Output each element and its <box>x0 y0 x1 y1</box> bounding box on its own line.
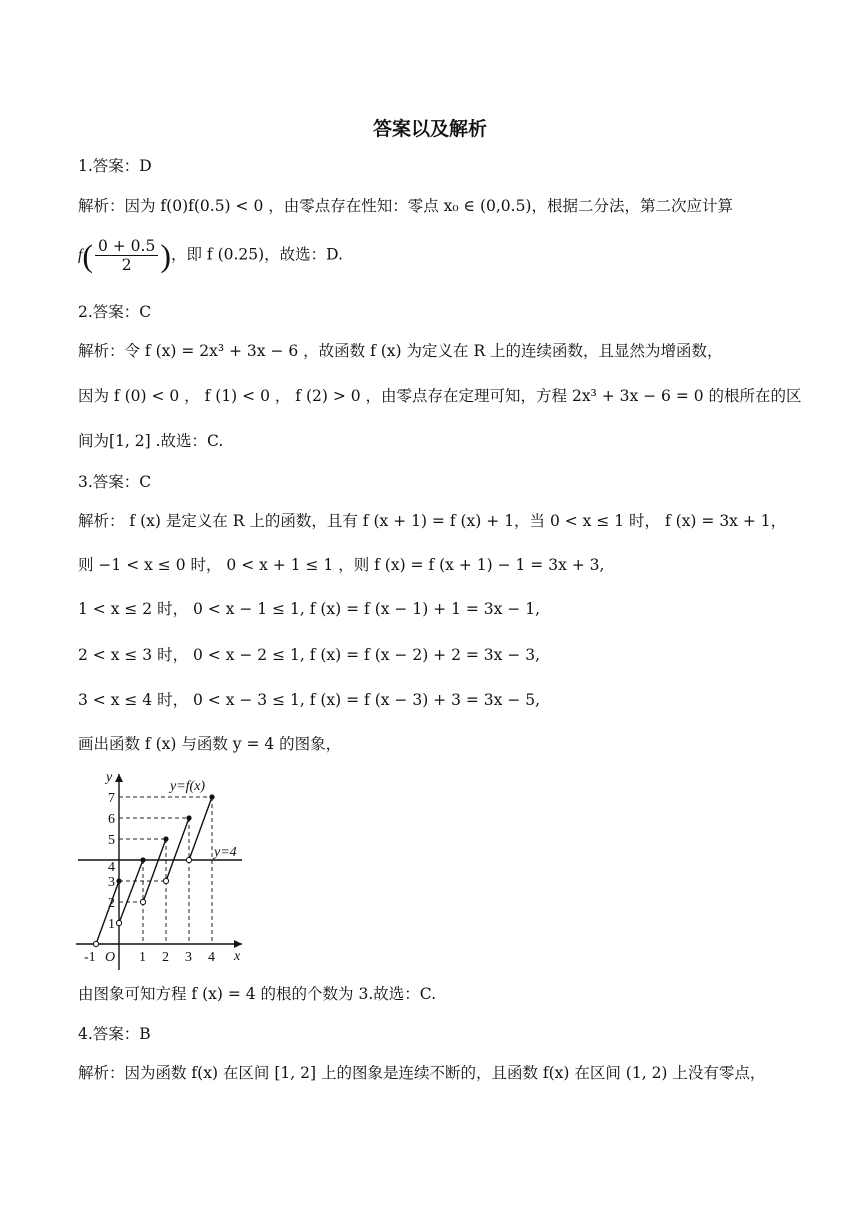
q1-fraction-denominator: 2 <box>121 256 132 274</box>
open-point-neg1-0 <box>93 941 98 946</box>
q4-explanation-line1: 解析：因为函数 f(x) 在区间 [1, 2] 上的图象是连续不断的，且函数 f(x) 在区间 (1, 2) 上没有零点， <box>78 1064 766 1082</box>
x-axis-label: x <box>234 949 241 964</box>
q2-explanation-line2: 因为 f (0) < 0 ， f (1) < 0 ， f (2) > 0 ，由零点存在定理可知，方程 2x³ + 3x − 6 = 0 的根所在的区 <box>78 387 802 405</box>
segment-4 <box>166 818 189 881</box>
open-point-0-1 <box>116 920 121 925</box>
origin-label: O <box>105 950 116 965</box>
curve-label: y=f(x) <box>170 779 206 794</box>
y-tick-3: 3 <box>108 875 115 890</box>
q2-explanation-line3: 间为[1, 2] .故选：C. <box>78 432 224 450</box>
x-tick-2: 2 <box>162 950 169 965</box>
q1-fraction <box>95 237 158 274</box>
x-tick-3: 3 <box>185 950 192 965</box>
closed-point-1-4 <box>140 857 145 862</box>
q3-explanation-line6: 画出函数 f (x) 与函数 y = 4 的图象， <box>78 735 342 753</box>
q1-explanation-line2: f( $\frac{0 + 0.5}{2}$ )，即 f (0.25)，故选：D. <box>78 237 343 274</box>
q1-line2-rest: ，即 f (0.25)，故选：D. <box>170 245 343 264</box>
x-axis-arrow <box>234 940 242 948</box>
y-tick-1: 1 <box>108 917 115 932</box>
q1-fraction-numerator: 0 + 0.5 <box>95 237 158 256</box>
q3-explanation-line7: 由图象可知方程 f (x) = 4 的根的个数为 3.故选：C. <box>78 985 437 1003</box>
closed-point-4-7 <box>209 794 214 799</box>
open-point-3-4 <box>186 857 191 862</box>
line-label: y=4 <box>214 845 237 860</box>
q2-answer: 2.答案：C <box>78 303 152 321</box>
segment-2 <box>119 860 143 923</box>
open-point-2-3 <box>163 878 168 883</box>
q4-answer: 4.答案：B <box>78 1025 151 1043</box>
y-tick-2: 2 <box>108 896 115 911</box>
open-point-1-2 <box>140 899 145 904</box>
y-tick-4: 4 <box>108 860 115 875</box>
q3-explanation-line2: 则 −1 < x ≤ 0 时， 0 < x + 1 ≤ 1 ，则 f (x) = f (x + 1) − 1 = 3x + 3, <box>78 556 605 574</box>
q1-explanation-line1: 解析：因为 f(0)f(0.5) < 0 ，由零点存在性知：零点 x₀ ∈ (0,0.5)，根据二分法，第二次应计算 <box>78 197 733 215</box>
y-axis-label: y <box>106 770 113 785</box>
segment-5 <box>189 797 212 860</box>
closed-point-0-3 <box>116 878 121 883</box>
closed-point-2-5 <box>163 836 168 841</box>
segment-1 <box>96 881 119 944</box>
x-tick-neg1: -1 <box>84 950 96 965</box>
segment-3 <box>143 839 166 902</box>
page-title: 答案以及解析 <box>372 118 487 140</box>
q3-explanation-line5: 3 < x ≤ 4 时， 0 < x − 3 ≤ 1, f (x) = f (x − 3) + 3 = 3x − 5, <box>78 691 541 709</box>
q3-explanation-line3: 1 < x ≤ 2 时， 0 < x − 1 ≤ 1, f (x) = f (x − 1) + 1 = 3x − 1, <box>78 600 541 618</box>
q1-answer: 1.答案：D <box>78 157 152 175</box>
x-tick-1: 1 <box>139 950 146 965</box>
closed-point-3-6 <box>186 815 191 820</box>
q2-explanation-line1: 解析：令 f (x) = 2x³ + 3x − 6 ，故函数 f (x) 为定义在 R 上的连续函数，且显然为增函数， <box>78 342 723 360</box>
q3-explanation-line1: 解析： f (x) 是定义在 R 上的函数，且有 f (x + 1) = f (x) + 1，当 0 < x ≤ 1 时， f (x) = 3x + 1， <box>78 512 787 530</box>
y-tick-6: 6 <box>108 812 115 827</box>
function-graph <box>74 770 254 970</box>
dashed-guides <box>119 797 212 944</box>
q3-explanation-line4: 2 < x ≤ 3 时， 0 < x − 2 ≤ 1, f (x) = f (x − 2) + 2 = 3x − 3, <box>78 646 541 664</box>
x-tick-4: 4 <box>208 950 215 965</box>
q3-answer: 3.答案：C <box>78 473 152 491</box>
y-axis-arrow <box>115 774 123 782</box>
y-tick-7: 7 <box>108 791 115 806</box>
y-tick-5: 5 <box>108 833 115 848</box>
q1-f-symbol: f <box>78 246 83 264</box>
